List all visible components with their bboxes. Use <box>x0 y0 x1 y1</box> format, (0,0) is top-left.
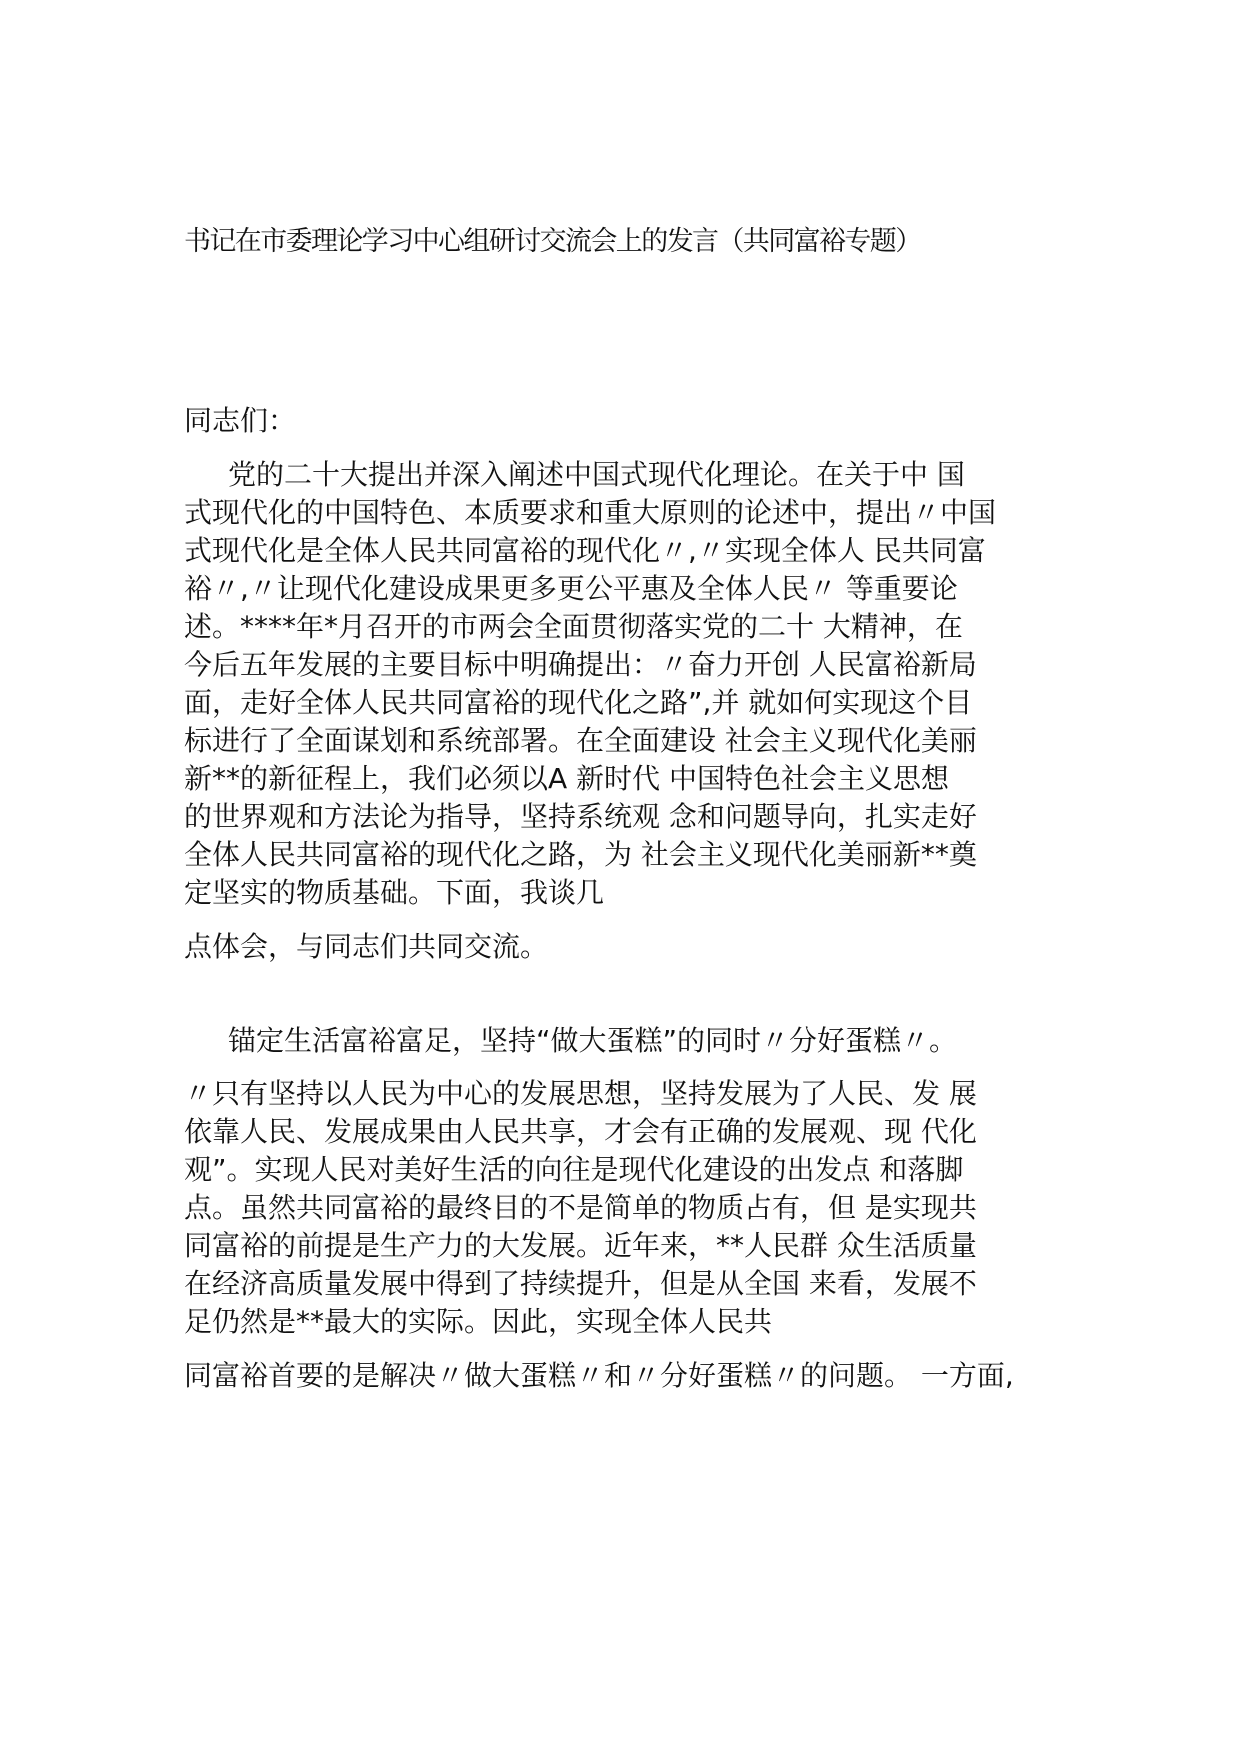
paragraph-2-tail: 同富裕首要的是解决〃做大蛋糕〃和〃分好蛋糕〃的问题。 一方面, <box>184 1359 1014 1392</box>
paragraph-1-line-11: 全体人民共同富裕的现代化之路，为 社会主义现代化美丽新**奠 <box>184 838 977 871</box>
paragraph-1-tail: 点体会，与同志们共同交流。 <box>184 930 549 963</box>
paragraph-1-line-10: 的世界观和方法论为指导，坚持系统观 念和问题导向，扎实走好 <box>184 800 977 833</box>
paragraph-1-line-4: 裕〃,〃让现代化建设成果更多更公平惠及全体人民〃 等重要论 <box>184 572 958 605</box>
paragraph-1-line-12: 定坚实的物质基础。下面，我谈几 <box>184 876 605 909</box>
paragraph-2-line-6: 在经济高质量发展中得到了持续提升，但是从全国 来看，发展不 <box>184 1267 977 1300</box>
paragraph-1-line-9: 新**的新征程上，我们必须以A 新时代 中国特色社会主义思想 <box>184 762 949 795</box>
paragraph-1-line-6: 今后五年发展的主要目标中明确提出：〃奋力开创 人民富裕新局 <box>184 648 977 681</box>
paragraph-2-line-3: 观”。实现人民对美好生活的向往是现代化建设的出发点 和落脚 <box>184 1153 964 1186</box>
paragraph-1-line-2: 式现代化的中国特色、本质要求和重大原则的论述中，提出〃中国 <box>184 496 997 529</box>
section-heading-1: 锚定生活富裕富足，坚持“做大蛋糕”的同时〃分好蛋糕〃。 <box>228 1024 958 1057</box>
paragraph-1-line-5: 述。****年*月召开的市两会全面贯彻落实党的二十 大精神，在 <box>184 610 963 643</box>
paragraph-2-line-4: 点。虽然共同富裕的最终目的不是简单的物质占有，但 是实现共 <box>184 1191 977 1224</box>
paragraph-2-line-7: 足仍然是**最大的实际。因此，实现全体人民共 <box>184 1305 773 1338</box>
paragraph-2-line-1: 〃只有坚持以人民为中心的发展思想，坚持发展为了人民、发 展 <box>184 1077 977 1110</box>
paragraph-1-line-8: 标进行了全面谋划和系统部署。在全面建设 社会主义现代化美丽 <box>184 724 977 757</box>
paragraph-2-line-5: 同富裕的前提是生产力的大发展。近年来，**人民群 众生活质量 <box>184 1229 977 1262</box>
paragraph-2-line-2: 依靠人民、发展成果由人民共享，才会有正确的发展观、现 代化 <box>184 1115 977 1148</box>
paragraph-1-line-3: 式现代化是全体人民共同富裕的现代化〃,〃实现全体人 民共同富 <box>184 534 986 567</box>
salutation: 同志们： <box>184 404 297 437</box>
paragraph-1-line-7: 面，走好全体人民共同富裕的现代化之路”,并 就如何实现这个目 <box>184 686 973 719</box>
document-title: 书记在市委理论学习中心组研讨交流会上的发言（共同富裕专题） <box>184 226 921 257</box>
paragraph-1-line-1: 党的二十大提出并深入阐述中国式现代化理论。在关于中 国 <box>228 458 965 491</box>
